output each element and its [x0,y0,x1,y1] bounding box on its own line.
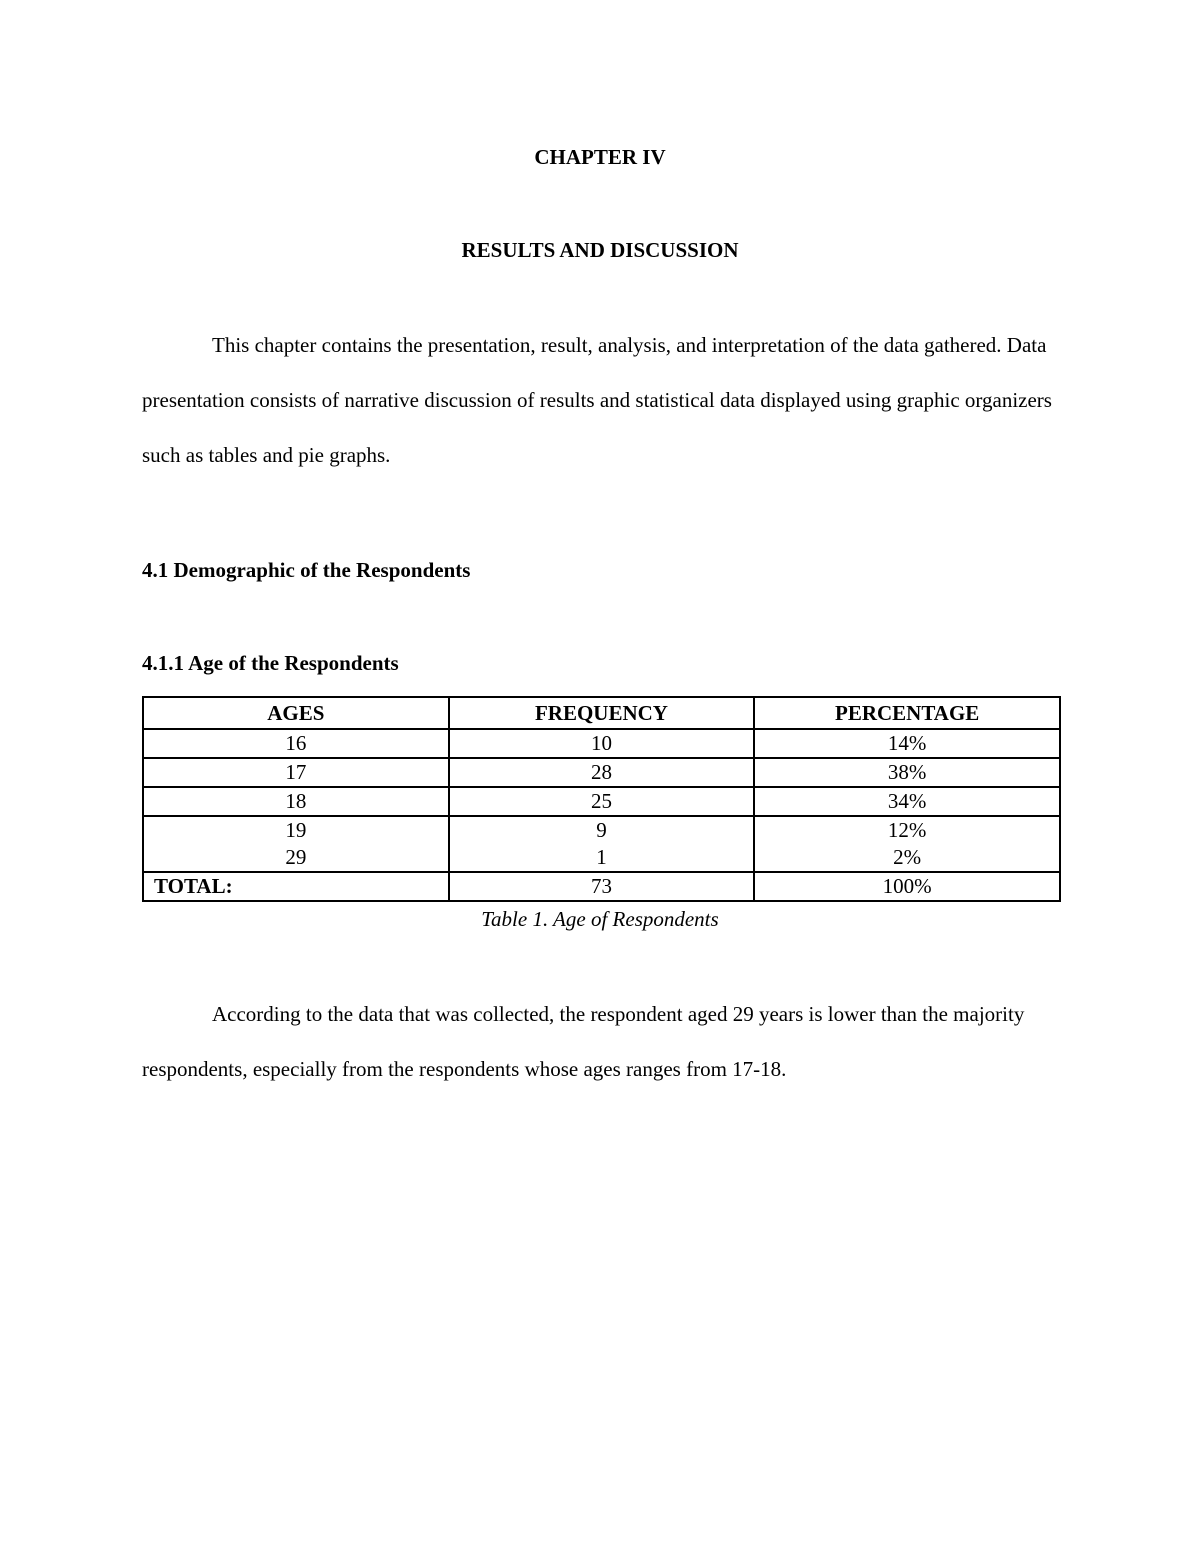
header-ages: AGES [143,697,449,729]
cell-percentage: 34% [754,787,1060,816]
cell-age-stack [143,816,449,872]
table-row [143,758,1060,787]
cell-percentage: 38% [754,758,1060,787]
cell-percentage: 14% [754,729,1060,758]
table-row [143,729,1060,758]
subsection-heading: 4.1.1 Age of the Respondents [142,651,399,675]
table-caption: Table 1. Age of Respondents [481,907,719,931]
total-label: TOTAL: [143,872,449,901]
age-table [142,696,1061,902]
cell-frequency: 10 [449,729,755,758]
chapter-title: CHAPTER IV [534,145,666,169]
header-percentage: PERCENTAGE [754,697,1060,729]
cell-age: 18 [143,787,449,816]
cell-age: 17 [143,758,449,787]
intro-paragraph-text: This chapter contains the presentation, result, analysis, and interpretation of the data gathered. Data presentation consists of narrative discussion of results and statistical data displayed using graphic organizers such as tables and pie graphs. [142,333,1052,467]
chapter-subtitle: RESULTS AND DISCUSSION [461,238,739,262]
section-heading: 4.1 Demographic of the Respondents [142,558,471,582]
cell-age: 19 [285,818,307,842]
table-total-row [143,872,1060,901]
cell-frequency-stack [449,816,755,872]
header-frequency: FREQUENCY [449,697,755,729]
total-frequency: 73 [449,872,755,901]
cell-age: 16 [143,729,449,758]
cell-percentage: 2% [893,845,922,869]
cell-percentage: 12% [887,818,927,842]
table-header-row [143,697,1060,729]
cell-age: 29 [285,845,307,869]
discussion-paragraph-text: According to the data that was collected, the respondent aged 29 years is lower than the majority respondents, especially from the respondents whose ages ranges from 17-18. [142,1002,1025,1081]
cell-frequency: 25 [449,787,755,816]
cell-frequency: 28 [449,758,755,787]
cell-frequency: 1 [596,845,607,869]
cell-percentage-stack [754,816,1060,872]
intro-paragraph [142,318,1060,483]
cell-frequency: 9 [596,818,607,842]
table-row [143,787,1060,816]
table-row-merged [143,816,1060,872]
total-percentage: 100% [754,872,1060,901]
discussion-paragraph [142,987,1060,1097]
